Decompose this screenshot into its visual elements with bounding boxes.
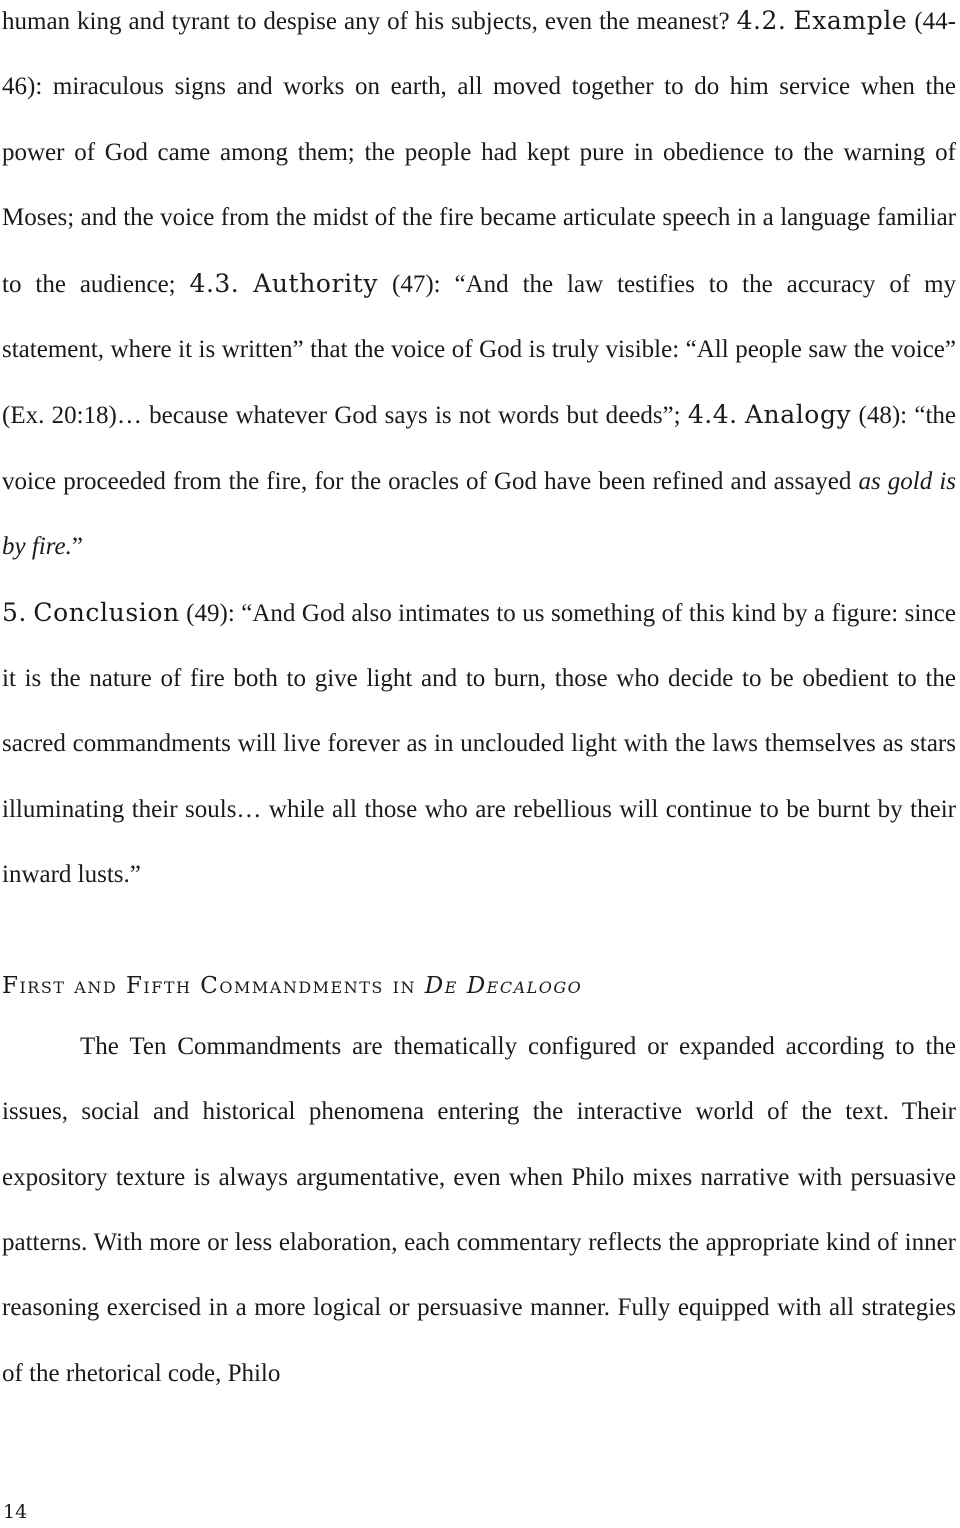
paragraph-text: (48): “the voice proceeded from the fire, for the oracles of God have been refined and assayed	[2, 402, 957, 495]
paragraph-rhetorical-analysis	[2, 0, 956, 580]
page-number: 14	[3, 1501, 28, 1523]
section-number: 4.3.	[189, 268, 240, 298]
paragraph-body: The Ten Commandments are thematically configured or expanded according to the issues, social and historical phenomena entering the interactive world of the text. Their expository texture is always argumentative, even when Philo mixes narrative with persuasive patterns. With more or less elaboration, each commentary reflects the appropriate kind of inner reasoning exercised in a more logical or persuasive manner. Fully equipped with all strategies of the rhetorical code, Philo	[2, 1032, 956, 1387]
italic-quotation: as gold is by fire.	[2, 467, 956, 561]
inline-heading-analogy: Analogy	[744, 400, 852, 430]
inline-heading-example: Example	[793, 6, 908, 35]
paragraph-text: (47): “And the law testifies to the accuracy of my statement, where it is written” that the voice of God is truly visible: “All people saw the voice” (Ex. 20:18)… because whatever God says is not words but deeds”;	[2, 270, 957, 430]
inline-heading-authority: Authority	[253, 268, 379, 298]
paragraph-text: (44-46): miraculous signs and works on earth, all moved together to do him service when the power of God came among them; the people had kept pure in obedience to the warning of Moses; and the voice from the midst of the fire became articulate speech in a language familiar to the audience;	[2, 8, 956, 298]
document-page	[2, 0, 956, 1406]
section-number: 5.	[2, 597, 27, 627]
inline-heading-conclusion: Conclusion	[33, 597, 180, 627]
section-heading	[2, 966, 956, 1006]
section-number: 4.4.	[687, 400, 738, 430]
paragraph-conclusion	[2, 580, 956, 908]
paragraph-text: human king and tyrant to despise any of his subjects, even the meanest?	[2, 8, 737, 35]
paragraph-text: ”	[71, 533, 83, 561]
paragraph-text: (49): “And God also intimates to us something of this kind by a figure: since it is the nature of fire both to give light and to burn, those who decide to be obedient to the sacred commandments will live forever as in unclouded light with the laws themselves as stars illuminating their souls… while all those who are rebellious will continue to be burnt by their inward lusts.”	[2, 599, 956, 889]
section-heading-main: First and Fifth Commandments in	[2, 972, 425, 999]
section-heading-italic: De Decalogo	[424, 972, 583, 999]
section-number: 4.2.	[736, 6, 787, 35]
